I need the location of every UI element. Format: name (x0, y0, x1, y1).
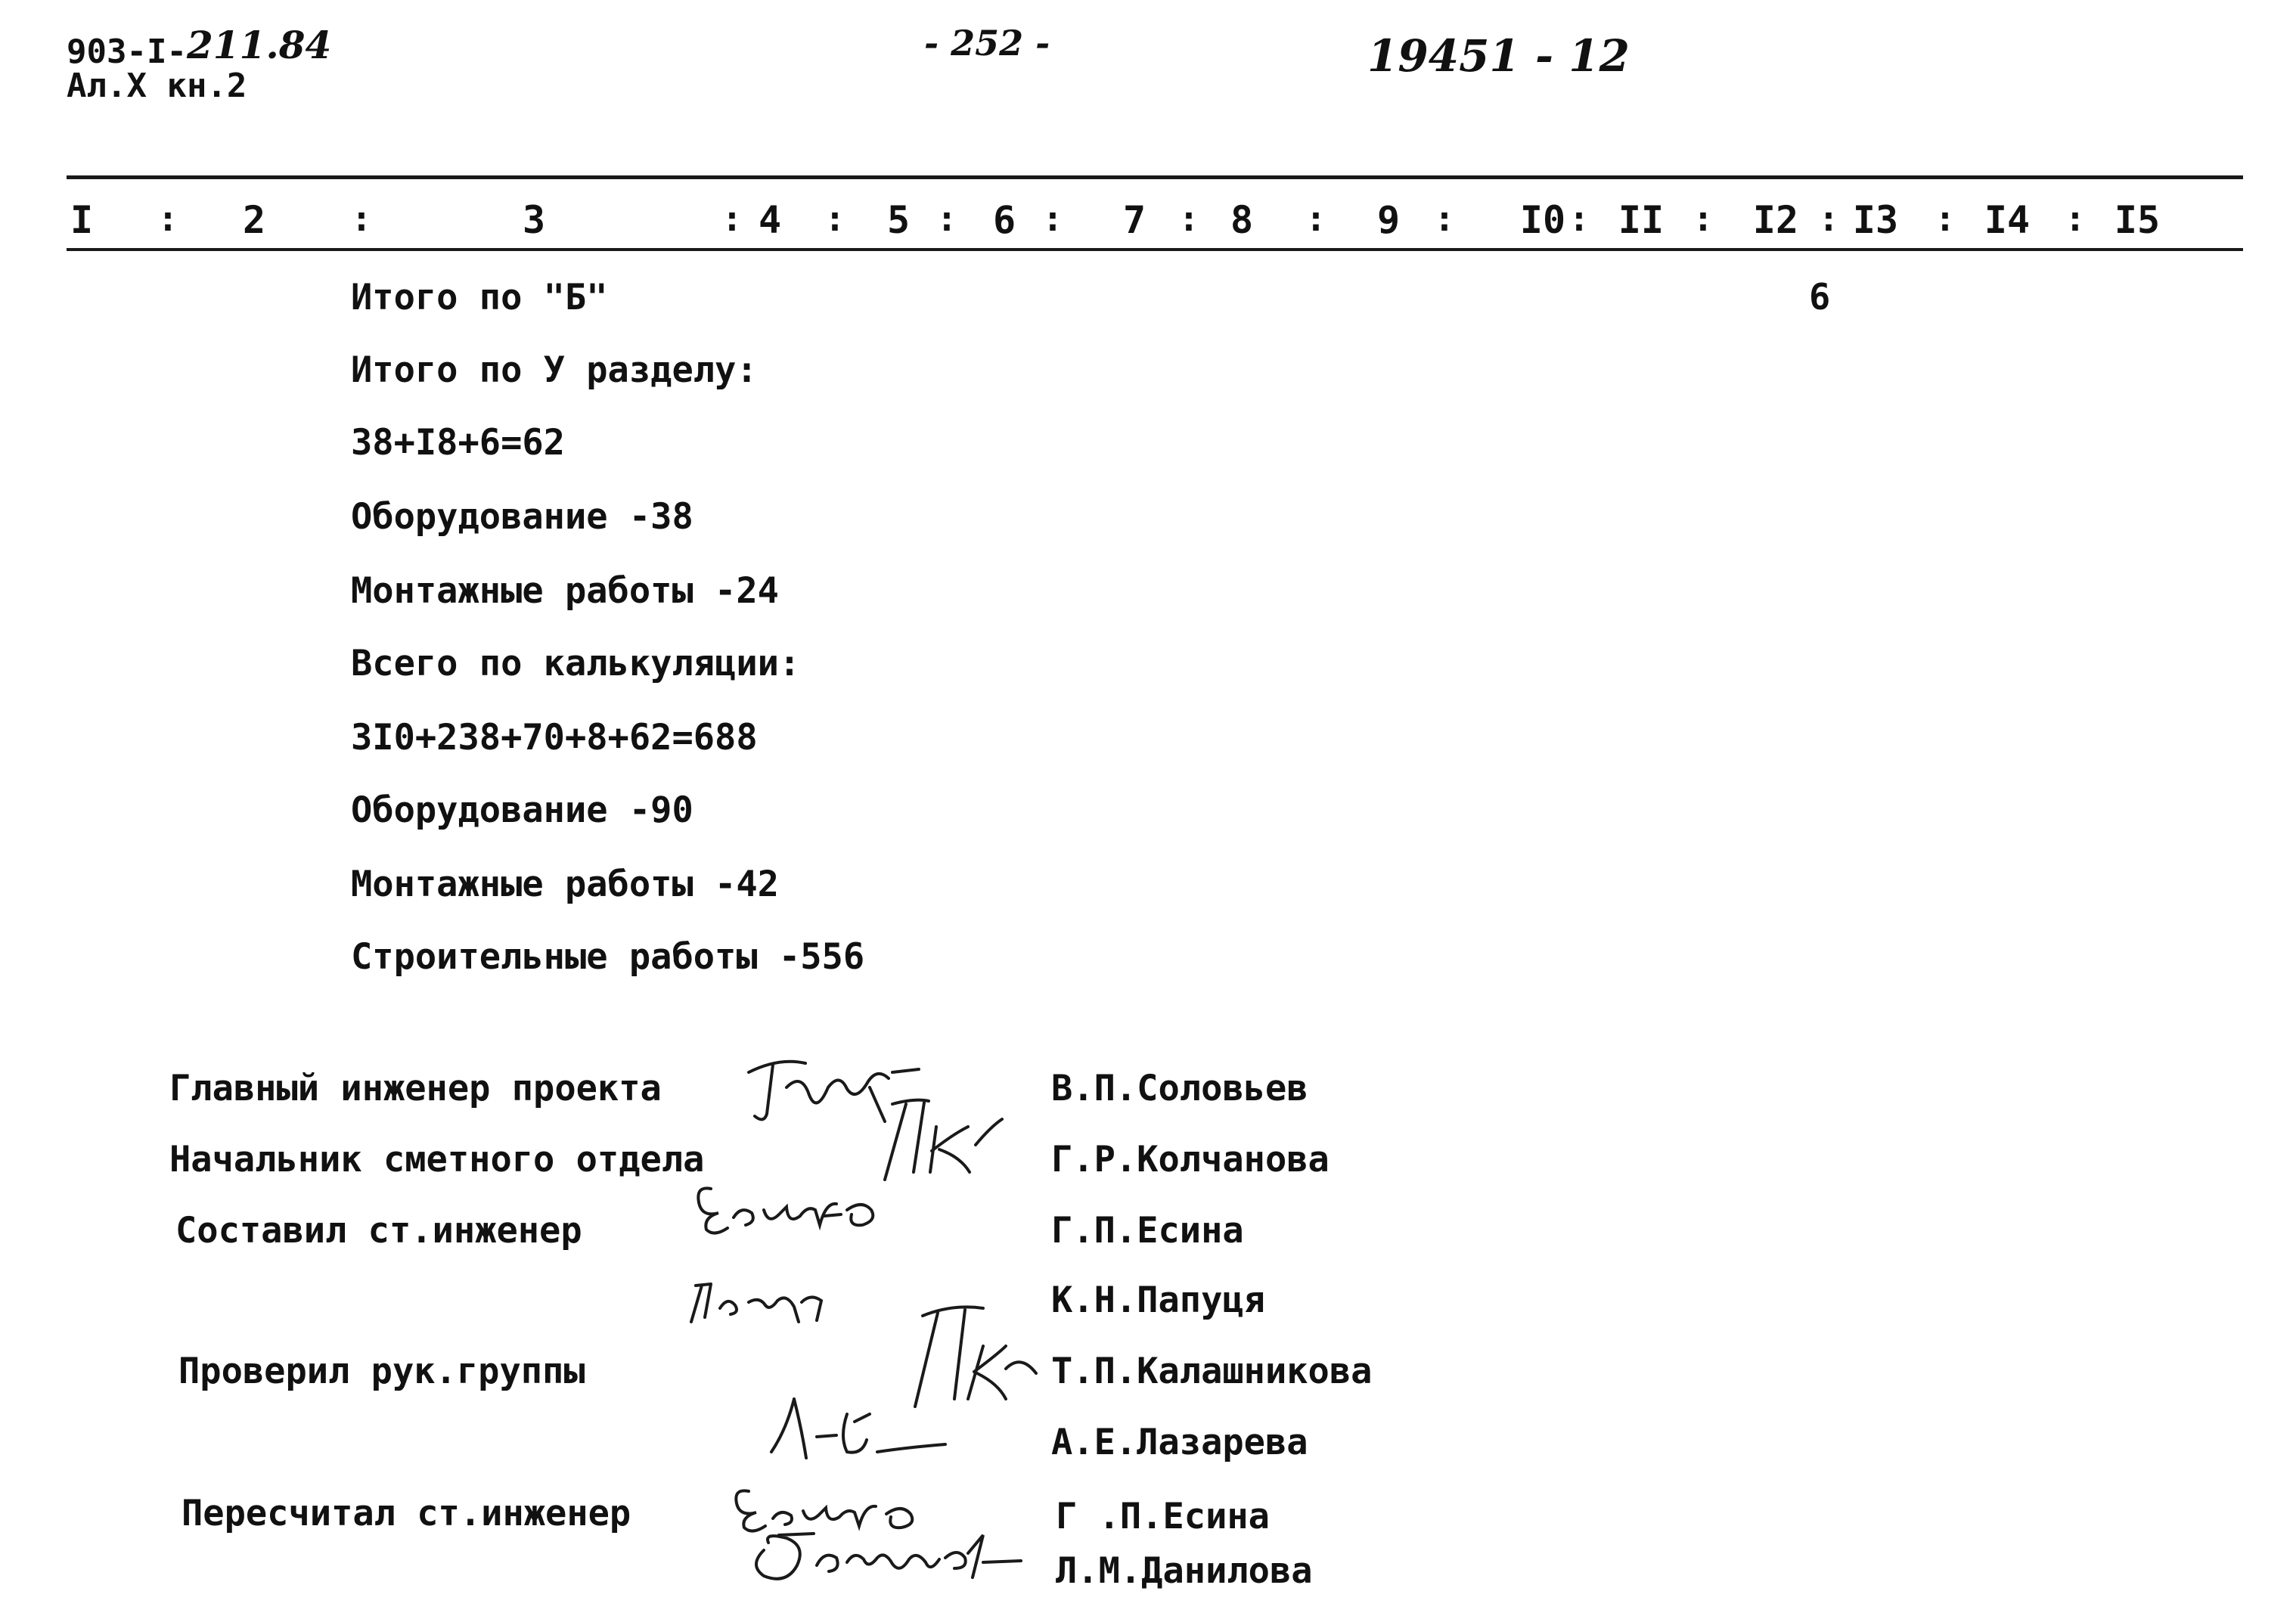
project-code (67, 23, 332, 72)
role-recalculated-by: Пересчитал ст.инженер (182, 1493, 631, 1534)
line-grand-sum: 3I0+238+70+8+62=688 (351, 717, 758, 758)
document-number: 19451 - 12 (1367, 30, 1630, 82)
album-volume: Ал.Х кн.2 (67, 67, 247, 105)
column-separator: : (351, 198, 372, 239)
role-checked-by: Проверил рук.группы (178, 1351, 585, 1392)
column-number: II (1618, 198, 1665, 242)
line-installation-total: Монтажные работы -42 (351, 864, 779, 905)
column-separator: : (1434, 198, 1455, 239)
line-construction-total: Строительные работы -556 (351, 936, 865, 978)
column-number: I (70, 198, 94, 242)
role-estimate-head: Начальник сметного отдела (169, 1139, 705, 1180)
column-number: I3 (1852, 198, 1899, 242)
column-header-rule (67, 248, 2243, 251)
column-separator: : (824, 198, 845, 239)
column-separator: : (1935, 198, 1956, 239)
column-number: I0 (1519, 198, 1566, 242)
column-separator: : (2065, 198, 2086, 239)
column-separator: : (1818, 198, 1839, 239)
column-separator: : (1305, 198, 1326, 239)
calculation-block (0, 272, 2296, 983)
name-lazareva: А.Е.Лазарева (1051, 1422, 1308, 1463)
column-number: 2 (242, 198, 266, 242)
line-section-sum: 38+I8+6=62 (351, 422, 565, 464)
column-separator: : (1568, 198, 1590, 239)
line-equipment: Оборудование -38 (351, 496, 693, 538)
name-kalashnikova: Т.П.Калашникова (1051, 1351, 1373, 1392)
signature-papucya (681, 1263, 862, 1331)
column-separator: : (1042, 198, 1063, 239)
column-number: I4 (1984, 198, 2031, 242)
column-number: 6 (992, 198, 1016, 242)
column-number: 4 (758, 198, 782, 242)
column-number: 5 (886, 198, 911, 242)
column-separator: : (1178, 198, 1199, 239)
column-separator: : (157, 198, 178, 239)
name-danilova: Л.М.Данилова (1056, 1550, 1313, 1592)
column-number: 3 (522, 198, 546, 242)
line-section-total: Итого по У разделу: (351, 349, 758, 391)
line-grand-total: Всего по калькуляции: (351, 643, 801, 684)
signature-lazareva (764, 1391, 960, 1467)
column-separator: : (1693, 198, 1714, 239)
top-rule (67, 175, 2243, 179)
column-number: I2 (1752, 198, 1799, 242)
line-equipment-total: Оборудование -90 (351, 789, 693, 831)
signature-esina (681, 1172, 908, 1240)
signature-block (0, 1051, 2296, 1611)
name-kolchanova: Г.Р.Колчанова (1051, 1139, 1330, 1180)
signature-danilova (741, 1520, 1029, 1588)
name-esina-recalc: Г .П.Есина (1056, 1496, 1270, 1537)
project-code-handwritten: 211.84 (186, 23, 332, 67)
role-chief-engineer: Главный инженер проекта (169, 1068, 662, 1109)
column-number: 9 (1376, 198, 1401, 242)
line-installation: Монтажные работы -24 (351, 570, 779, 612)
project-code-typed: 903-I- (67, 33, 187, 71)
role-compiled-by: Составил ст.инженер (175, 1210, 582, 1252)
column-number: I5 (2114, 198, 2161, 242)
column-separator: : (721, 198, 743, 239)
column-number-row (0, 198, 2296, 247)
document-header (0, 0, 2296, 113)
column-number: 7 (1122, 198, 1146, 242)
total-b-col12-value: 6 (1809, 277, 1831, 318)
page-number: - 252 - (924, 23, 1050, 64)
name-solovyev: В.П.Соловьев (1051, 1068, 1308, 1109)
line-total-b: Итого по "Б" (351, 277, 608, 318)
name-papucya: К.Н.Папуця (1051, 1279, 1265, 1321)
column-number: 8 (1230, 198, 1254, 242)
column-separator: : (936, 198, 957, 239)
name-esina: Г.П.Есина (1051, 1210, 1244, 1252)
